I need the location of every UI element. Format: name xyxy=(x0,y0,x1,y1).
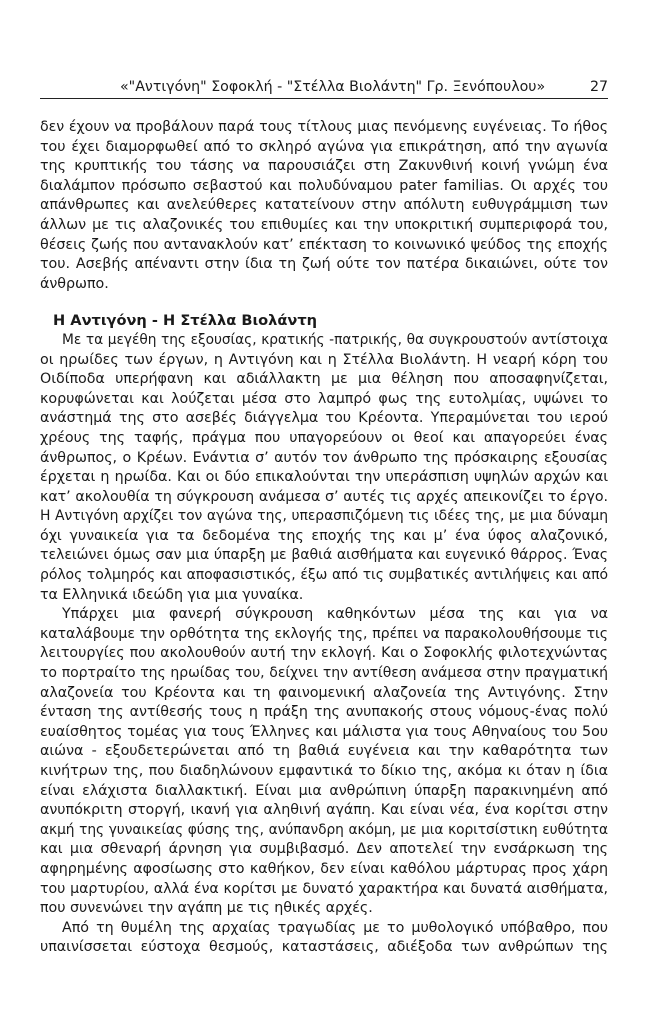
paragraph-continued xyxy=(40,118,608,294)
text-line: αφηρημένης αφοσίωσης στο καθήκον, δεν είναι καθόλου μάρτυρας προς χάρη xyxy=(40,860,608,877)
running-head-title: «"Αντιγόνη" Σοφοκλή - "Στέλλα Βιολάντη" Γρ. Ξενόπουλου» xyxy=(120,79,546,95)
running-head xyxy=(40,76,608,99)
text-line: άλλων με τις αλαζονικές του επιθυμίες και την υποκριτική συμπεριφορά του, xyxy=(40,216,608,233)
text-line: του έχει διαμορφωθεί από το σκληρό αγώνα για επικράτηση, από την αγωνία xyxy=(40,138,608,155)
document-body xyxy=(40,118,608,958)
text-line: κινήτρων της, που διαδηλώνουν εμφαντικά το δίκιο της, ακόμα κι όταν η ίδια xyxy=(40,763,608,779)
text-line: Με τα μεγέθη της εξουσίας, κρατικής -πατρικής, θα συγκρουστούν αντίστοιχα xyxy=(62,331,608,348)
text-line: λειτουργίες που ακολουθούν αυτή την εκλογή. Και ο Σοφοκλής φιλοτεχνώντας xyxy=(40,645,608,662)
text-line: και μια σθεναρή άρνηση για συμβιβασμό. Δεν αποτελεί την ενσάρκωση της xyxy=(40,841,608,858)
text-line: ανάστημά της στο ασεβές διάγγελμα του Κρέοντα. Υπεραμύνεται του ιερού xyxy=(40,410,608,427)
text-line: Υπάρχει μια φανερή σύγκρουση καθηκόντων μέσα της και για να xyxy=(62,606,608,623)
text-line: τα Ελληνικά ιδεώδη για μια γυναίκα. xyxy=(40,586,304,603)
text-line: υπαινίσσεται εύστοχα θεσμούς, καταστάσεις, αδιέξοδα των ανθρώπων της xyxy=(40,939,608,956)
text-line: θέσεις ζωής που αντανακλούν κατ’ επέκταση το κοινωνικό ψεύδος της εποχής xyxy=(40,236,608,253)
text-line: αλαζονεία του Κρέοντα και τη φαινομενική αλαζονεία της Αντιγόνης. Στην xyxy=(40,684,608,701)
text-line: άνθρωπο. xyxy=(40,275,109,292)
text-line: κορυφώνεται και λούζεται μέσα στο λαμπρό φως της ευτολμίας, υψώνει το xyxy=(40,390,608,407)
text-line: δεν έχουν να προβάλουν παρά τους τίτλους μιας πενόμενης ευγένειας. Το ήθος xyxy=(40,119,608,135)
paragraph xyxy=(40,919,608,958)
text-line: ανυπόκριτη στοργή, ικανή για αληθινή αγάπη. Και είναι νέα, ένα κορίτσι στην xyxy=(40,802,608,819)
text-line: όχι γυναικεία για τα δεδομένα της εποχής της και μ’ ένα ύφος αλαζονικό, xyxy=(40,527,608,544)
text-line: της κρυπτικής του τάσης να παρουσιάζει στη Ζακυνθινή κοινή γνώμη ένα xyxy=(40,158,608,175)
text-line: οι ηρωίδες των έργων, η Αντιγόνη και η Στέλλα Βιολάντη. Η νεαρή κόρη του xyxy=(40,351,608,368)
text-line: απάνθρωπες και ανελεύθερες κατατείνουν στην απόλυτη ευθυγράμμιση των xyxy=(40,197,608,214)
text-line: καταλάβουμε την ορθότητα της εκλογής της, πρέπει να παρακολουθήσουμε τις xyxy=(40,625,608,642)
text-line: ακμή της γυναικείας φύσης της, ανύπανδρη ακόμη, με μια κοριτσίστικη ευθύτητα xyxy=(40,821,608,838)
paragraph xyxy=(40,331,608,605)
text-line: άνθρωπος, ο Κρέων. Ενάντια σ’ αυτόν τον άνθρωπο της πρόσκαιρης εξουσίας xyxy=(40,449,608,466)
paragraph xyxy=(40,605,608,919)
text-line: αιώνα - εξουδετερώνεται από τη βαθιά ευγένεια και την καθαρότητα των xyxy=(40,743,608,760)
text-line: ένταση της αντίθεσής τους η πράξη της ανυπακοής στους νόμους-ένας πολύ xyxy=(40,704,608,721)
page-number: 27 xyxy=(589,79,608,95)
text-line: που συνενώνει την αγάπη με τις ηθικές αρχές. xyxy=(40,900,373,917)
text-line: Η Αντιγόνη αρχίζει τον αγώνα της, υπερασπιζόμενη τις ιδέες της, με μια δύναμη xyxy=(40,508,608,525)
text-line: ρόλος τολμηρός και αποφασιστικός, έξω από τις συμβατικές αντιλήψεις και από xyxy=(40,567,608,584)
text-line: Από τη θυμέλη της αρχαίας τραγωδίας με το μυθολογικό υπόβαθρο, που xyxy=(62,919,608,936)
text-line: το πορτραίτο της ηρωίδας του, δείχνει την αντίθεση ανάμεσα στην πραγματική xyxy=(40,665,608,682)
text-line: Οιδίποδα υπερήφανη και αδιάλλακτη με μια θέληση που αποσαφηνίζεται, xyxy=(40,371,608,388)
text-line: του μαρτυρίου, αλλά ένα κορίτσι με δυνατό χαρακτήρα και δυνατά αισθήματα, xyxy=(40,880,608,897)
text-line: τελειώνει όμως σαν μια ύπαρξη με βαθιά αισθήματα και ευγενικό θάρρος. Ένας xyxy=(40,547,608,564)
text-line: κατ’ ακολουθία τη σύγκρουση ανάμεσα σ’ αυτές τις αρχές απεικονίζει το έργο. xyxy=(40,488,608,505)
text-line: του. Ασεβής απέναντι στην ίδια τη ζωή ούτε τον πατέρα δικαιώνει, ούτε τον xyxy=(40,256,608,273)
text-line: έρχεται η ηρωίδα. Και οι δύο επικαλούνται την υπεράσπιση υψηλών αρχών και xyxy=(40,469,608,486)
text-line: διαλάμπον πρόσωπο σεβαστού και πολυδύναμου pater familias. Οι αρχές του xyxy=(40,177,608,194)
text-line: είναι ελάχιστα διαλλακτική. Είναι μια ανθρώπινη ύπαρξη παρακινημένη από xyxy=(40,782,608,799)
text-line: χρέους της ταφής, πράγμα που υπαγορεύουν οι θεοί και απαγορεύει ένας xyxy=(40,429,608,446)
section-heading: Η Αντιγόνη - Η Στέλλα Βιολάντη xyxy=(53,312,318,330)
text-line: ευαίσθητος τομέας για τους Έλληνες και μάλιστα για τους Αθηναίους του 5ου xyxy=(40,723,608,740)
